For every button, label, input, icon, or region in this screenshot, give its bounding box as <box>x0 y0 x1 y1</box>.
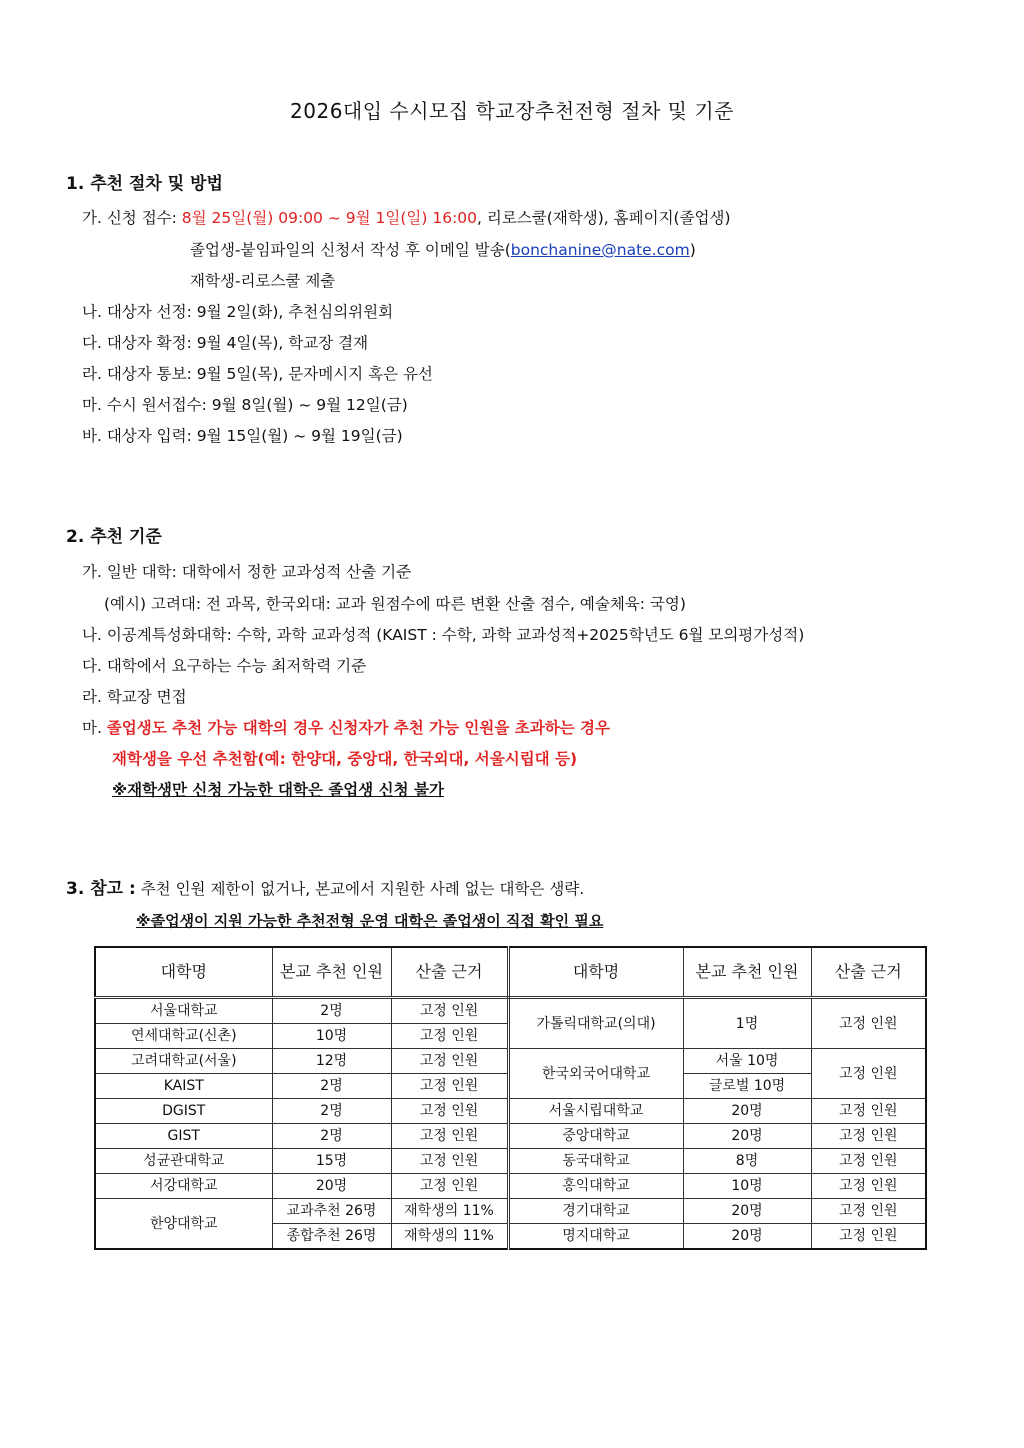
header-count: 본교 추천 인원 <box>272 947 391 998</box>
univ-count: 8명 <box>683 1149 811 1174</box>
header-basis: 산출 근거 <box>811 947 926 998</box>
header-univ: 대학명 <box>508 947 683 998</box>
univ-name: 서강대학교 <box>95 1174 272 1199</box>
univ-count: 20명 <box>272 1174 391 1199</box>
univ-basis: 고정 인원 <box>391 1149 508 1174</box>
univ-basis: 고정 인원 <box>811 1199 926 1224</box>
table-row <box>95 1124 926 1149</box>
univ-name: 서울시립대학교 <box>508 1099 683 1124</box>
univ-count: 2명 <box>272 1099 391 1124</box>
priority-prefix: 마. <box>82 719 107 737</box>
table-row <box>95 1149 926 1174</box>
univ-name: 고려대학교(서울) <box>95 1049 272 1074</box>
univ-name: 한양대학교 <box>95 1199 272 1250</box>
univ-name: 가톨릭대학교(의대) <box>508 998 683 1049</box>
univ-name: 동국대학교 <box>508 1149 683 1174</box>
univ-name: 한국외국어대학교 <box>508 1049 683 1099</box>
notification-line: 라. 대상자 통보: 9월 5일(목), 문자메시지 혹은 유선 <box>82 365 433 383</box>
general-univ-line: 가. 일반 대학: 대학에서 정한 교과성적 산출 기준 <box>82 563 412 581</box>
section-2-heading: 2. 추천 기준 <box>66 527 162 547</box>
univ-basis: 재학생의 11% <box>391 1224 508 1250</box>
selection-line: 나. 대상자 선정: 9월 2일(화), 추천심의위원회 <box>82 303 394 321</box>
univ-basis: 고정 인원 <box>811 1099 926 1124</box>
univ-basis: 고정 인원 <box>391 1024 508 1049</box>
univ-count: 20명 <box>683 1124 811 1149</box>
graduate-apply-line <box>190 240 696 260</box>
univ-name: 홍익대학교 <box>508 1174 683 1199</box>
univ-name: 서울대학교 <box>95 998 272 1024</box>
input-line: 바. 대상자 입력: 9월 15일(월) ~ 9월 19일(금) <box>82 427 403 445</box>
univ-basis: 고정 인원 <box>811 1224 926 1250</box>
univ-name: 연세대학교(신촌) <box>95 1024 272 1049</box>
univ-count: 10명 <box>272 1024 391 1049</box>
table-header-row <box>95 947 926 998</box>
univ-basis: 고정 인원 <box>391 1049 508 1074</box>
univ-basis: 고정 인원 <box>391 1124 508 1149</box>
header-basis: 산출 근거 <box>391 947 508 998</box>
univ-count: 15명 <box>272 1149 391 1174</box>
header-univ: 대학명 <box>95 947 272 998</box>
table-row <box>95 1174 926 1199</box>
univ-basis: 고정 인원 <box>811 1149 926 1174</box>
univ-basis: 고정 인원 <box>811 1174 926 1199</box>
univ-name: 경기대학교 <box>508 1199 683 1224</box>
section-1-heading: 1. 추천 절차 및 방법 <box>66 174 223 194</box>
apply-period-line <box>82 208 731 228</box>
univ-basis: 고정 인원 <box>811 998 926 1049</box>
univ-count: 2명 <box>272 1074 391 1099</box>
table-row <box>95 1199 926 1224</box>
priority-line-2: 재학생을 우선 추천함(예: 한양대, 중앙대, 한국외대, 서울시립대 등) <box>112 750 578 768</box>
science-univ-line: 나. 이공계특성화대학: 수학, 과학 교과성적 (KAIST : 수학, 과학 교과성적+2025학년도 6월 모의평가성적) <box>82 626 805 644</box>
univ-basis: 재학생의 11% <box>391 1199 508 1224</box>
univ-name: GIST <box>95 1124 272 1149</box>
univ-name: 성균관대학교 <box>95 1149 272 1174</box>
univ-basis: 고정 인원 <box>811 1124 926 1149</box>
univ-name: 중앙대학교 <box>508 1124 683 1149</box>
apply-period-prefix: 가. 신청 접수: <box>82 209 182 227</box>
priority-line-1 <box>82 718 610 738</box>
univ-basis: 고정 인원 <box>391 1074 508 1099</box>
application-line: 마. 수시 원서접수: 9월 8일(월) ~ 9월 12일(금) <box>82 396 408 414</box>
confirmation-line: 다. 대상자 확정: 9월 4일(목), 학교장 결재 <box>82 334 369 352</box>
univ-count: 20명 <box>683 1224 811 1250</box>
univ-basis: 고정 인원 <box>391 998 508 1024</box>
section-3-heading: 3. 참고 : <box>66 879 136 899</box>
univ-count: 2명 <box>272 1124 391 1149</box>
univ-basis: 고정 인원 <box>391 1099 508 1124</box>
univ-basis: 고정 인원 <box>391 1174 508 1199</box>
univ-count: 10명 <box>683 1174 811 1199</box>
univ-count: 1명 <box>683 998 811 1049</box>
header-count: 본교 추천 인원 <box>683 947 811 998</box>
univ-count: 교과추천 26명 <box>272 1199 391 1224</box>
csat-line: 다. 대학에서 요구하는 수능 최저학력 기준 <box>82 657 367 675</box>
student-apply-line: 재학생-리로스쿨 제출 <box>190 272 336 290</box>
student-only-note: ※재학생만 신청 가능한 대학은 졸업생 신청 불가 <box>112 781 444 799</box>
univ-count: 종합추천 26명 <box>272 1224 391 1250</box>
univ-name: 명지대학교 <box>508 1224 683 1250</box>
table-row <box>95 1049 926 1074</box>
table-row <box>95 998 926 1024</box>
univ-count: 12명 <box>272 1049 391 1074</box>
page-title: 2026대입 수시모집 학교장추천전형 절차 및 기준 <box>290 99 734 123</box>
email-link[interactable]: bonchanine@nate.com <box>510 241 690 259</box>
univ-count: 서울 10명 <box>683 1049 811 1074</box>
univ-count: 2명 <box>272 998 391 1024</box>
univ-name: DGIST <box>95 1099 272 1124</box>
graduate-apply-suffix: ) <box>689 241 696 259</box>
priority-text-1: 졸업생도 추천 가능 대학의 경우 신청자가 추천 가능 인원을 초과하는 경우 <box>106 719 610 737</box>
univ-name: KAIST <box>95 1074 272 1099</box>
univ-basis: 고정 인원 <box>811 1049 926 1099</box>
univ-count: 20명 <box>683 1199 811 1224</box>
table-row <box>95 1099 926 1124</box>
interview-line: 라. 학교장 면접 <box>82 688 187 706</box>
section-3-text: 추천 인원 제한이 없거나, 본교에서 지원한 사례 없는 대학은 생략. <box>135 880 585 898</box>
apply-period-date: 8월 25일(월) 09:00 ~ 9월 1일(일) 16:00 <box>181 209 478 227</box>
univ-count: 글로벌 10명 <box>683 1074 811 1099</box>
graduate-check-note: ※졸업생이 지원 가능한 추천전형 운영 대학은 졸업생이 직접 확인 필요 <box>136 912 604 930</box>
graduate-apply-prefix: 졸업생-붙임파일의 신청서 작성 후 이메일 발송( <box>190 241 511 259</box>
section-3-line <box>66 879 584 899</box>
example-line: (예시) 고려대: 전 과목, 한국외대: 교과 원점수에 따른 변환 산출 점수, 예술체육: 국영) <box>104 595 686 613</box>
recommendation-table <box>94 946 927 1250</box>
univ-count: 20명 <box>683 1099 811 1124</box>
apply-period-suffix: , 리로스쿨(재학생), 홈페이지(졸업생) <box>477 209 731 227</box>
